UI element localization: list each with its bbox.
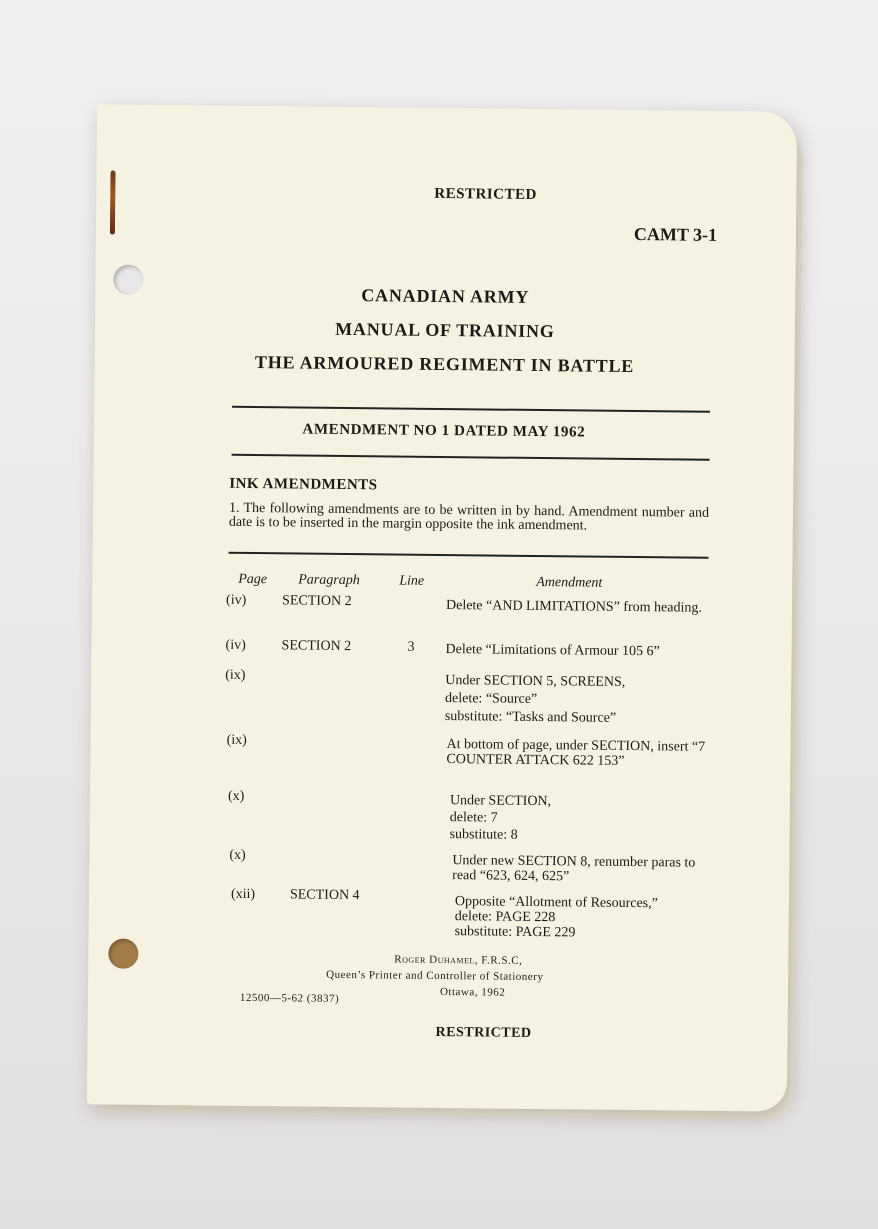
- classification-bottom: RESTRICTED: [435, 1024, 532, 1041]
- imprint-office: Queen’s Printer and Controller of Stationery: [326, 968, 544, 984]
- row-6-amendment: Under new SECTION 8, renumber paras to read “623, 624, 625”: [452, 853, 696, 885]
- imprint-place: Ottawa, 1962: [439, 986, 506, 999]
- row-2-amendment: Delete “Limitations of Armour 105 6”: [445, 642, 660, 660]
- row-5-amendment: Under SECTION, delete: 7 substitute: 8: [449, 793, 552, 843]
- rule-top: [232, 406, 710, 413]
- row-7-amendment: Opposite “Allotment of Resources,” delete: PAGE 228 substitute: PAGE 229: [454, 894, 658, 941]
- ink-amendments-intro: 1. The following amendments are to be written in by hand. Amendment number and date is to be inserted in the margin opposite the ink amendment.: [228, 500, 710, 534]
- ink-amendments-heading: INK AMENDMENTS: [229, 475, 378, 494]
- document-page: [87, 104, 797, 1111]
- row-1-paragraph: SECTION 2: [281, 593, 352, 610]
- row-1-page: (iv): [225, 592, 247, 608]
- punch-hole-bottom: [108, 939, 138, 969]
- row-2-page: (iv): [225, 637, 246, 653]
- rule-lower: [229, 552, 709, 559]
- column-header-amendment: Amendment: [536, 574, 603, 591]
- row-4-page: (ix): [226, 732, 247, 748]
- row-7-paragraph: SECTION 4: [289, 887, 360, 904]
- row-4-amendment: At bottom of page, under SECTION, insert “7 COUNTER ATTACK 622 153”: [446, 737, 706, 769]
- row-7-page: (xii): [230, 886, 256, 903]
- row-6-page: (x): [229, 847, 246, 863]
- column-header-paragraph: Paragraph: [298, 572, 360, 589]
- title-line-3: THE ARMOURED REGIMENT IN BATTLE: [254, 352, 635, 376]
- title-line-2: MANUAL OF TRAINING: [335, 318, 555, 342]
- document-code: CAMT 3-1: [633, 223, 718, 245]
- column-header-line: Line: [399, 573, 425, 589]
- amendment-heading: AMENDMENT NO 1 DATED MAY 1962: [302, 421, 586, 441]
- row-2-paragraph: SECTION 2: [281, 638, 352, 655]
- column-header-page: Page: [238, 571, 268, 588]
- classification-top: RESTRICTED: [434, 185, 537, 203]
- row-1-amendment: Delete “AND LIMITATIONS” from heading.: [445, 598, 702, 616]
- print-code: 12500—5-62 (3837): [239, 991, 340, 1005]
- rule-middle: [232, 454, 710, 461]
- row-3-page: (ix): [225, 667, 246, 683]
- title-line-1: CANADIAN ARMY: [361, 285, 530, 307]
- row-3-amendment: Under SECTION 5, SCREENS, delete: “Source” substitute: “Tasks and Source”: [444, 673, 626, 726]
- rust-staple-mark: [110, 171, 116, 235]
- imprint-name: Roger Duhamel, F.R.S.C,: [394, 953, 523, 967]
- row-5-page: (x): [227, 788, 245, 804]
- row-2-line: 3: [407, 639, 415, 655]
